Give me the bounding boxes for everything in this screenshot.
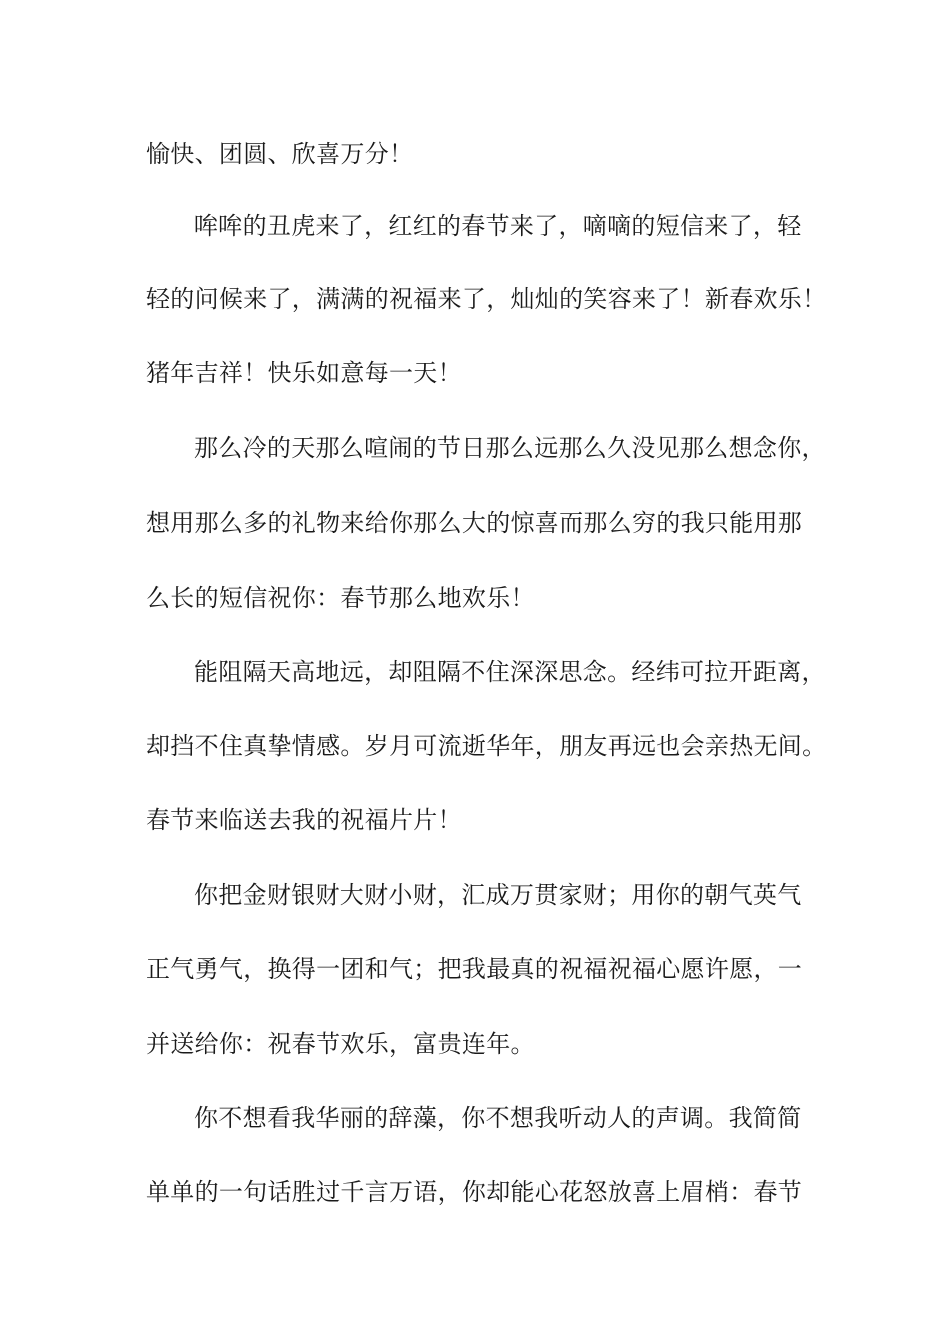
- text-line: 想用那么多的礼物来给你那么大的惊喜而那么穷的我只能用那: [146, 509, 803, 537]
- text-line: 猪年吉祥！快乐如意每一天！: [146, 359, 462, 387]
- text-line: 并送给你：祝春节欢乐，富贵连年。: [146, 1030, 535, 1058]
- text-line: 却挡不住真挚情感。岁月可流逝华年，朋友再远也会亲热无间。: [146, 732, 827, 760]
- text-line: 春节来临送去我的祝福片片！: [146, 806, 462, 834]
- text-line: 轻的问候来了，满满的祝福来了，灿灿的笑容来了！新春欢乐！: [146, 285, 827, 313]
- text-line: 正气勇气，换得一团和气；把我最真的祝福祝福心愿许愿，一: [146, 955, 803, 983]
- paragraph-first-line: 能阻隔天高地远，却阻隔不住深深思念。经纬可拉开距离，: [194, 658, 826, 686]
- text-line: 愉快、团圆、欣喜万分！: [146, 140, 414, 168]
- paragraph-first-line: 哞哞的丑虎来了，红红的春节来了，嘀嘀的短信来了，轻: [194, 212, 802, 240]
- paragraph-first-line: 你不想看我华丽的辞藻，你不想我听动人的声调。我简简: [194, 1104, 802, 1132]
- paragraph-first-line: 你把金财银财大财小财，汇成万贯家财；用你的朝气英气: [194, 881, 802, 909]
- paragraph-first-line: 那么冷的天那么喧闹的节日那么远那么久没见那么想念你，: [194, 434, 826, 462]
- text-line: 单单的一句话胜过千言万语，你却能心花怒放喜上眉梢：春节: [146, 1178, 803, 1206]
- text-line: 么长的短信祝你：春节那么地欢乐！: [146, 584, 535, 612]
